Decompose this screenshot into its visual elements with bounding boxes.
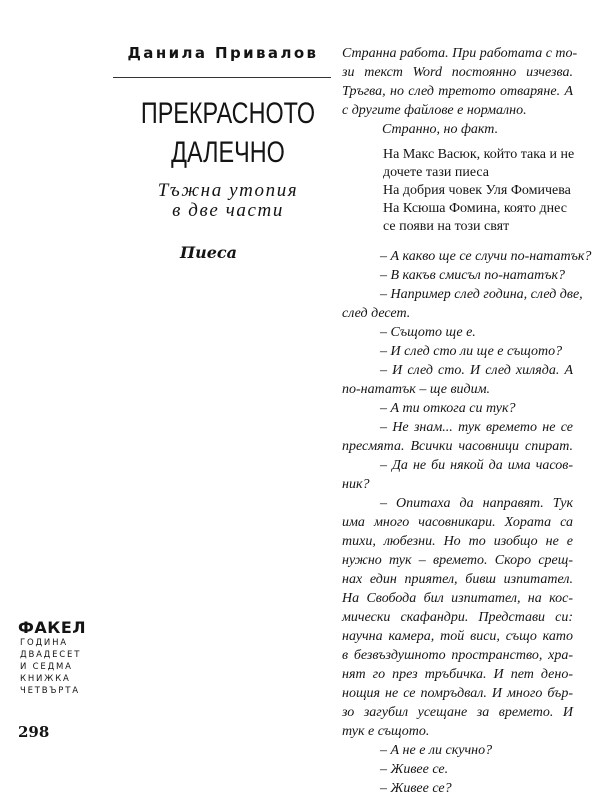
dialogue-line: – Опитаха да направят. Тук xyxy=(380,496,573,511)
dedication-line: дочете тази пиеса xyxy=(383,165,490,180)
author-rule xyxy=(113,77,331,78)
dialogue-line: – И след сто. И след хиляда. А xyxy=(380,363,573,378)
note-line: с другите файлове е нормално. xyxy=(342,103,527,118)
dialogue-line: нужно тук – времето. Скоро срещ- xyxy=(342,553,573,568)
dialogue-line: – Същото ще е. xyxy=(380,325,476,340)
note-line: зи текст Word постоянно изчезва. xyxy=(342,65,573,80)
dialogue-line: нощия не се помръдвал. И много бър- xyxy=(342,686,573,701)
dialogue-line: пресмята. Всички часовници спират. xyxy=(342,439,573,454)
dialogue-line: по-нататък – ще видим. xyxy=(342,382,491,397)
dialogue-line: – Не знам... тук времето не се xyxy=(380,420,573,435)
note-line: Странна работа. При работата с то- xyxy=(342,46,578,61)
magazine-name: ФАКЕЛ xyxy=(18,618,87,637)
author-name: Данила Привалов xyxy=(127,44,319,62)
magazine-issue-line: КНИЖКА xyxy=(20,674,71,684)
note-line: Странно, но факт. xyxy=(382,122,499,137)
note-line: Тръгва, но след третото отваряне. А xyxy=(342,84,573,99)
dialogue-line: тихи, любезни. Но то изобщо не е xyxy=(342,534,573,549)
dialogue-line: има много часовникари. Хората са xyxy=(342,515,573,530)
dialogue-line: нах един приятел, бивш изпитател. xyxy=(342,572,573,587)
dedication-line: се появи на този свят xyxy=(383,219,510,234)
dedication-line: На Макс Васюк, който така и не xyxy=(383,147,575,162)
genre-label: Пиеса xyxy=(180,243,238,262)
dialogue-line: – Живее се. xyxy=(380,762,449,777)
dialogue-line: зо загубил усещане за времето. И xyxy=(342,705,573,720)
magazine-issue-line: И СЕДМА xyxy=(20,662,73,672)
dialogue-line: – Живее се? xyxy=(380,781,452,796)
dedication-line: На добрия човек Уля Фомичева xyxy=(383,183,571,198)
magazine-issue-line: ДВАДЕСЕТ xyxy=(20,650,82,660)
dialogue-line: научна камера, той виси, също като xyxy=(342,629,573,644)
dialogue-line: в безвъздушното пространство, хра- xyxy=(342,648,573,663)
dialogue-line: мически скафандри. Представи си: xyxy=(342,610,573,625)
dialogue-line: – И след сто ли ще е същото? xyxy=(380,344,563,359)
magazine-issue-line: ГОДИНА xyxy=(20,638,68,648)
dialogue-line: нят го през тръбичка. И пет дено- xyxy=(342,667,573,682)
page-number: 298 xyxy=(18,723,50,741)
subtitle-line-1: Тъжна утопия xyxy=(157,180,299,201)
dialogue-line: – В какъв смисъл по-нататък? xyxy=(380,268,566,283)
dialogue-line: – Да не би някой да има часов- xyxy=(380,458,573,473)
dialogue-line: – А не е ли скучно? xyxy=(380,743,493,758)
dialogue-line: тук е същото. xyxy=(342,724,430,739)
subtitle-line-2: в две части xyxy=(172,200,284,221)
dialogue-line: – Например след година, след две, xyxy=(380,287,583,302)
magazine-issue-line: ЧЕТВЪРТА xyxy=(20,686,80,696)
dialogue-line: ник? xyxy=(342,477,370,492)
dialogue-line: На Свобода бил изпитател, на кос- xyxy=(342,591,573,606)
dedication-line: На Ксюша Фомина, която днес xyxy=(383,201,567,216)
dialogue-line: след десет. xyxy=(342,306,411,321)
dialogue-line: – А какво ще се случи по-нататък? xyxy=(380,249,592,264)
title-line-1: ПРЕКРАСНОТО xyxy=(140,97,316,130)
title-line-2: ДАЛЕЧНО xyxy=(171,136,285,169)
dialogue-line: – А ти откога си тук? xyxy=(380,401,516,416)
